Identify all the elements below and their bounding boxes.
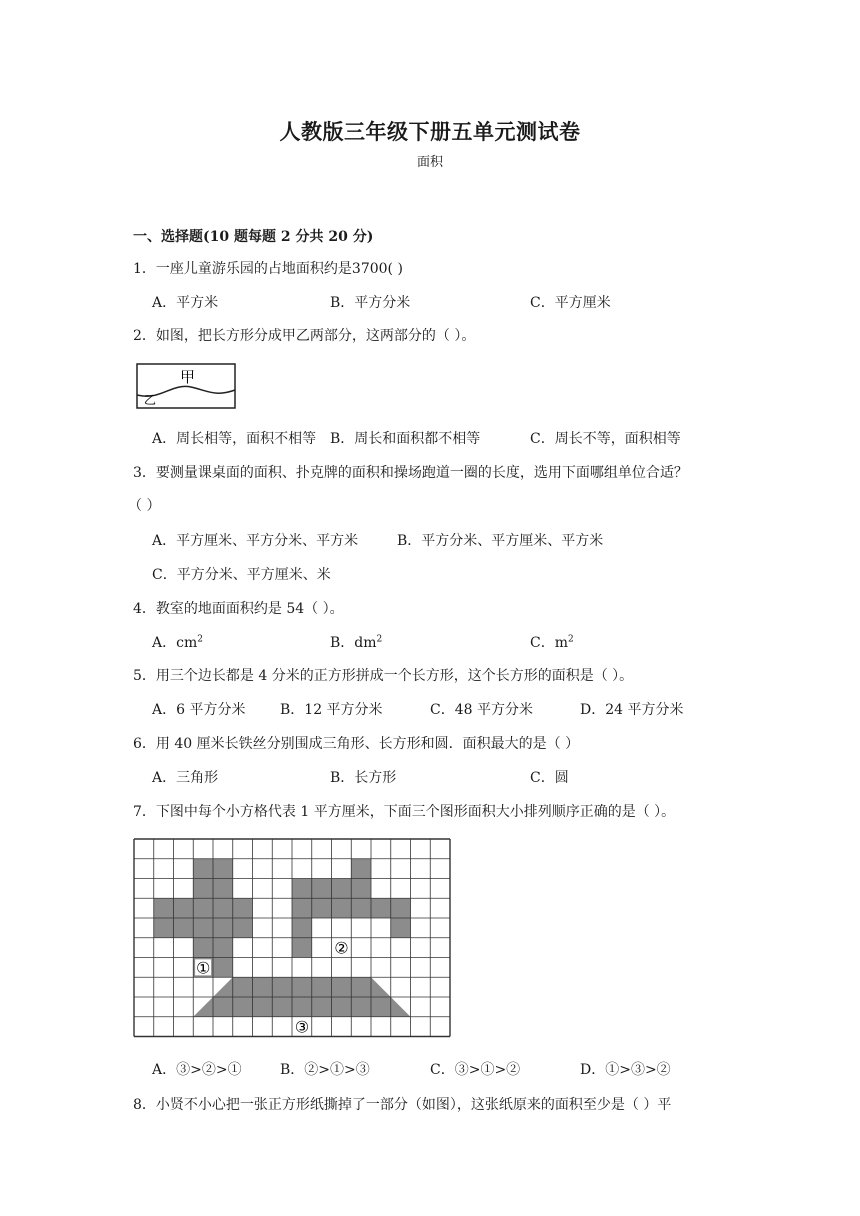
question-7-option-c: C．③>①>② [430, 1062, 521, 1078]
question-6-option-b: B．长方形 [330, 770, 397, 786]
page-title: 人教版三年级下册五单元测试卷 [279, 119, 581, 144]
grid-shaded-cell [154, 898, 174, 918]
question-4-option-a: A．$cm^2$ [152, 634, 203, 651]
grid-shaded-cell [351, 898, 371, 918]
question-3-option-c: C．平方分米、平方厘米、米 [152, 567, 331, 583]
figure-label-yi: 乙 [144, 393, 157, 407]
grid-shaded-cell [193, 898, 213, 918]
question-7-option-b: B．②>①>③ [280, 1062, 370, 1078]
grid-shaded-cell [213, 938, 233, 958]
grid-figure-label: ② [334, 938, 349, 958]
question-6-option-c: C．圆 [530, 770, 569, 786]
question-2-option-c: C．周长不等，面积相等 [530, 431, 681, 447]
question-5-option-a: A．6 平方分米 [152, 702, 246, 718]
grid-figure-label: ③ [294, 1017, 310, 1037]
question-5-stem: 5．用三个边长都是 4 分米的正方形拼成一个长方形，这个长方形的面积是（ ）。 [133, 668, 634, 684]
grid-shaded-cell [154, 918, 174, 938]
question-6-option-a: A．三角形 [152, 770, 219, 786]
question-5-option-b: B．12 平方分米 [280, 702, 383, 718]
grid-shaded-cell [174, 918, 194, 938]
grid-shaded-cell [213, 859, 233, 879]
grid-shaded-cell [332, 898, 352, 918]
question-2-option-a: A．周长相等，面积不相等 [152, 431, 317, 447]
question-3-option-a: A．平方厘米、平方分米、平方米 [152, 533, 359, 549]
grid-shaded-cell [213, 879, 233, 899]
grid-shaded-cell [292, 918, 312, 938]
grid-shaded-cell [292, 938, 312, 958]
page-subtitle: 面积 [416, 155, 443, 170]
question-4-option-c: C．$m^2$ [530, 634, 574, 651]
question-4-stem: 4．教室的地面面积约是 54（ ）。 [133, 601, 344, 617]
grid-shaded-cell [332, 879, 352, 899]
grid-shaded-cell [391, 898, 411, 918]
grid-shaded-cell [174, 898, 194, 918]
grid-shaded-cell [292, 879, 312, 899]
question-3-option-b: B．平方分米、平方厘米、平方米 [397, 533, 604, 549]
grid-shaded-cell [312, 898, 332, 918]
question-7-option-d: D．①>③>② [580, 1062, 671, 1078]
grid-shaded-cell [193, 938, 213, 958]
question-7-grid-figure [133, 838, 453, 1044]
grid-shaded-cell [213, 918, 233, 938]
question-1-stem: 1．一座儿童游乐园的占地面积约是3700( ) [133, 261, 403, 277]
grid-shaded-cell [233, 918, 253, 938]
question-6-stem: 6．用 40 厘米长铁丝分别围成三角形、长方形和圆．面积最大的是（ ） [133, 736, 580, 752]
grid-shaded-cell [193, 918, 213, 938]
figure-label-jia: 甲 [180, 368, 196, 386]
grid-shaded-cell [193, 879, 213, 899]
question-2-option-b: B．周长和面积都不相等 [330, 431, 481, 447]
grid-shaded-cell [213, 958, 233, 978]
question-1-option-c: C．平方厘米 [530, 295, 611, 311]
question-4-option-b: B．$dm^2$ [330, 634, 383, 651]
grid-shaded-cell [371, 898, 391, 918]
question-2-figure [136, 363, 236, 409]
question-5-option-d: D．24 平方分米 [580, 702, 684, 718]
question-3-stem: 3．要测量课桌面的面积、扑克牌的面积和操场跑道一圈的长度，选用下面哪组单位合适？ [133, 465, 688, 481]
grid-shaded-cell [213, 898, 233, 918]
grid-figure-label: ① [195, 958, 211, 978]
question-1-option-a: A．平方米 [152, 295, 219, 311]
question-8-stem: 8．小贤不小心把一张正方形纸撕掉了一部分（如图），这张纸原来的面积至少是（ ）平 [133, 1097, 672, 1113]
grid-shaded-cell [391, 918, 411, 938]
grid-shaded-cell [193, 859, 213, 879]
grid-shaded-cell [351, 879, 371, 899]
question-2-stem: 2．如图，把长方形分成甲乙两部分，这两部分的（ ）。 [133, 328, 476, 344]
question-5-option-c: C．48 平方分米 [430, 702, 533, 718]
question-1-option-b: B．平方分米 [330, 295, 411, 311]
section-heading: 一、选择题(10 题每题 2 分共 20 分) [133, 229, 374, 245]
grid-shaded-cell [292, 898, 312, 918]
question-7-option-a: A．③>②>① [152, 1062, 242, 1078]
grid-shaded-cell [351, 859, 371, 879]
question-7-stem: 7．下图中每个小方格代表 1 平方厘米，下面三个图形面积大小排列顺序正确的是（ ）。 [133, 804, 676, 820]
question-3-stem-cont: （ ） [128, 498, 161, 514]
grid-shaded-cell [312, 879, 332, 899]
grid-shaded-cell [233, 898, 253, 918]
